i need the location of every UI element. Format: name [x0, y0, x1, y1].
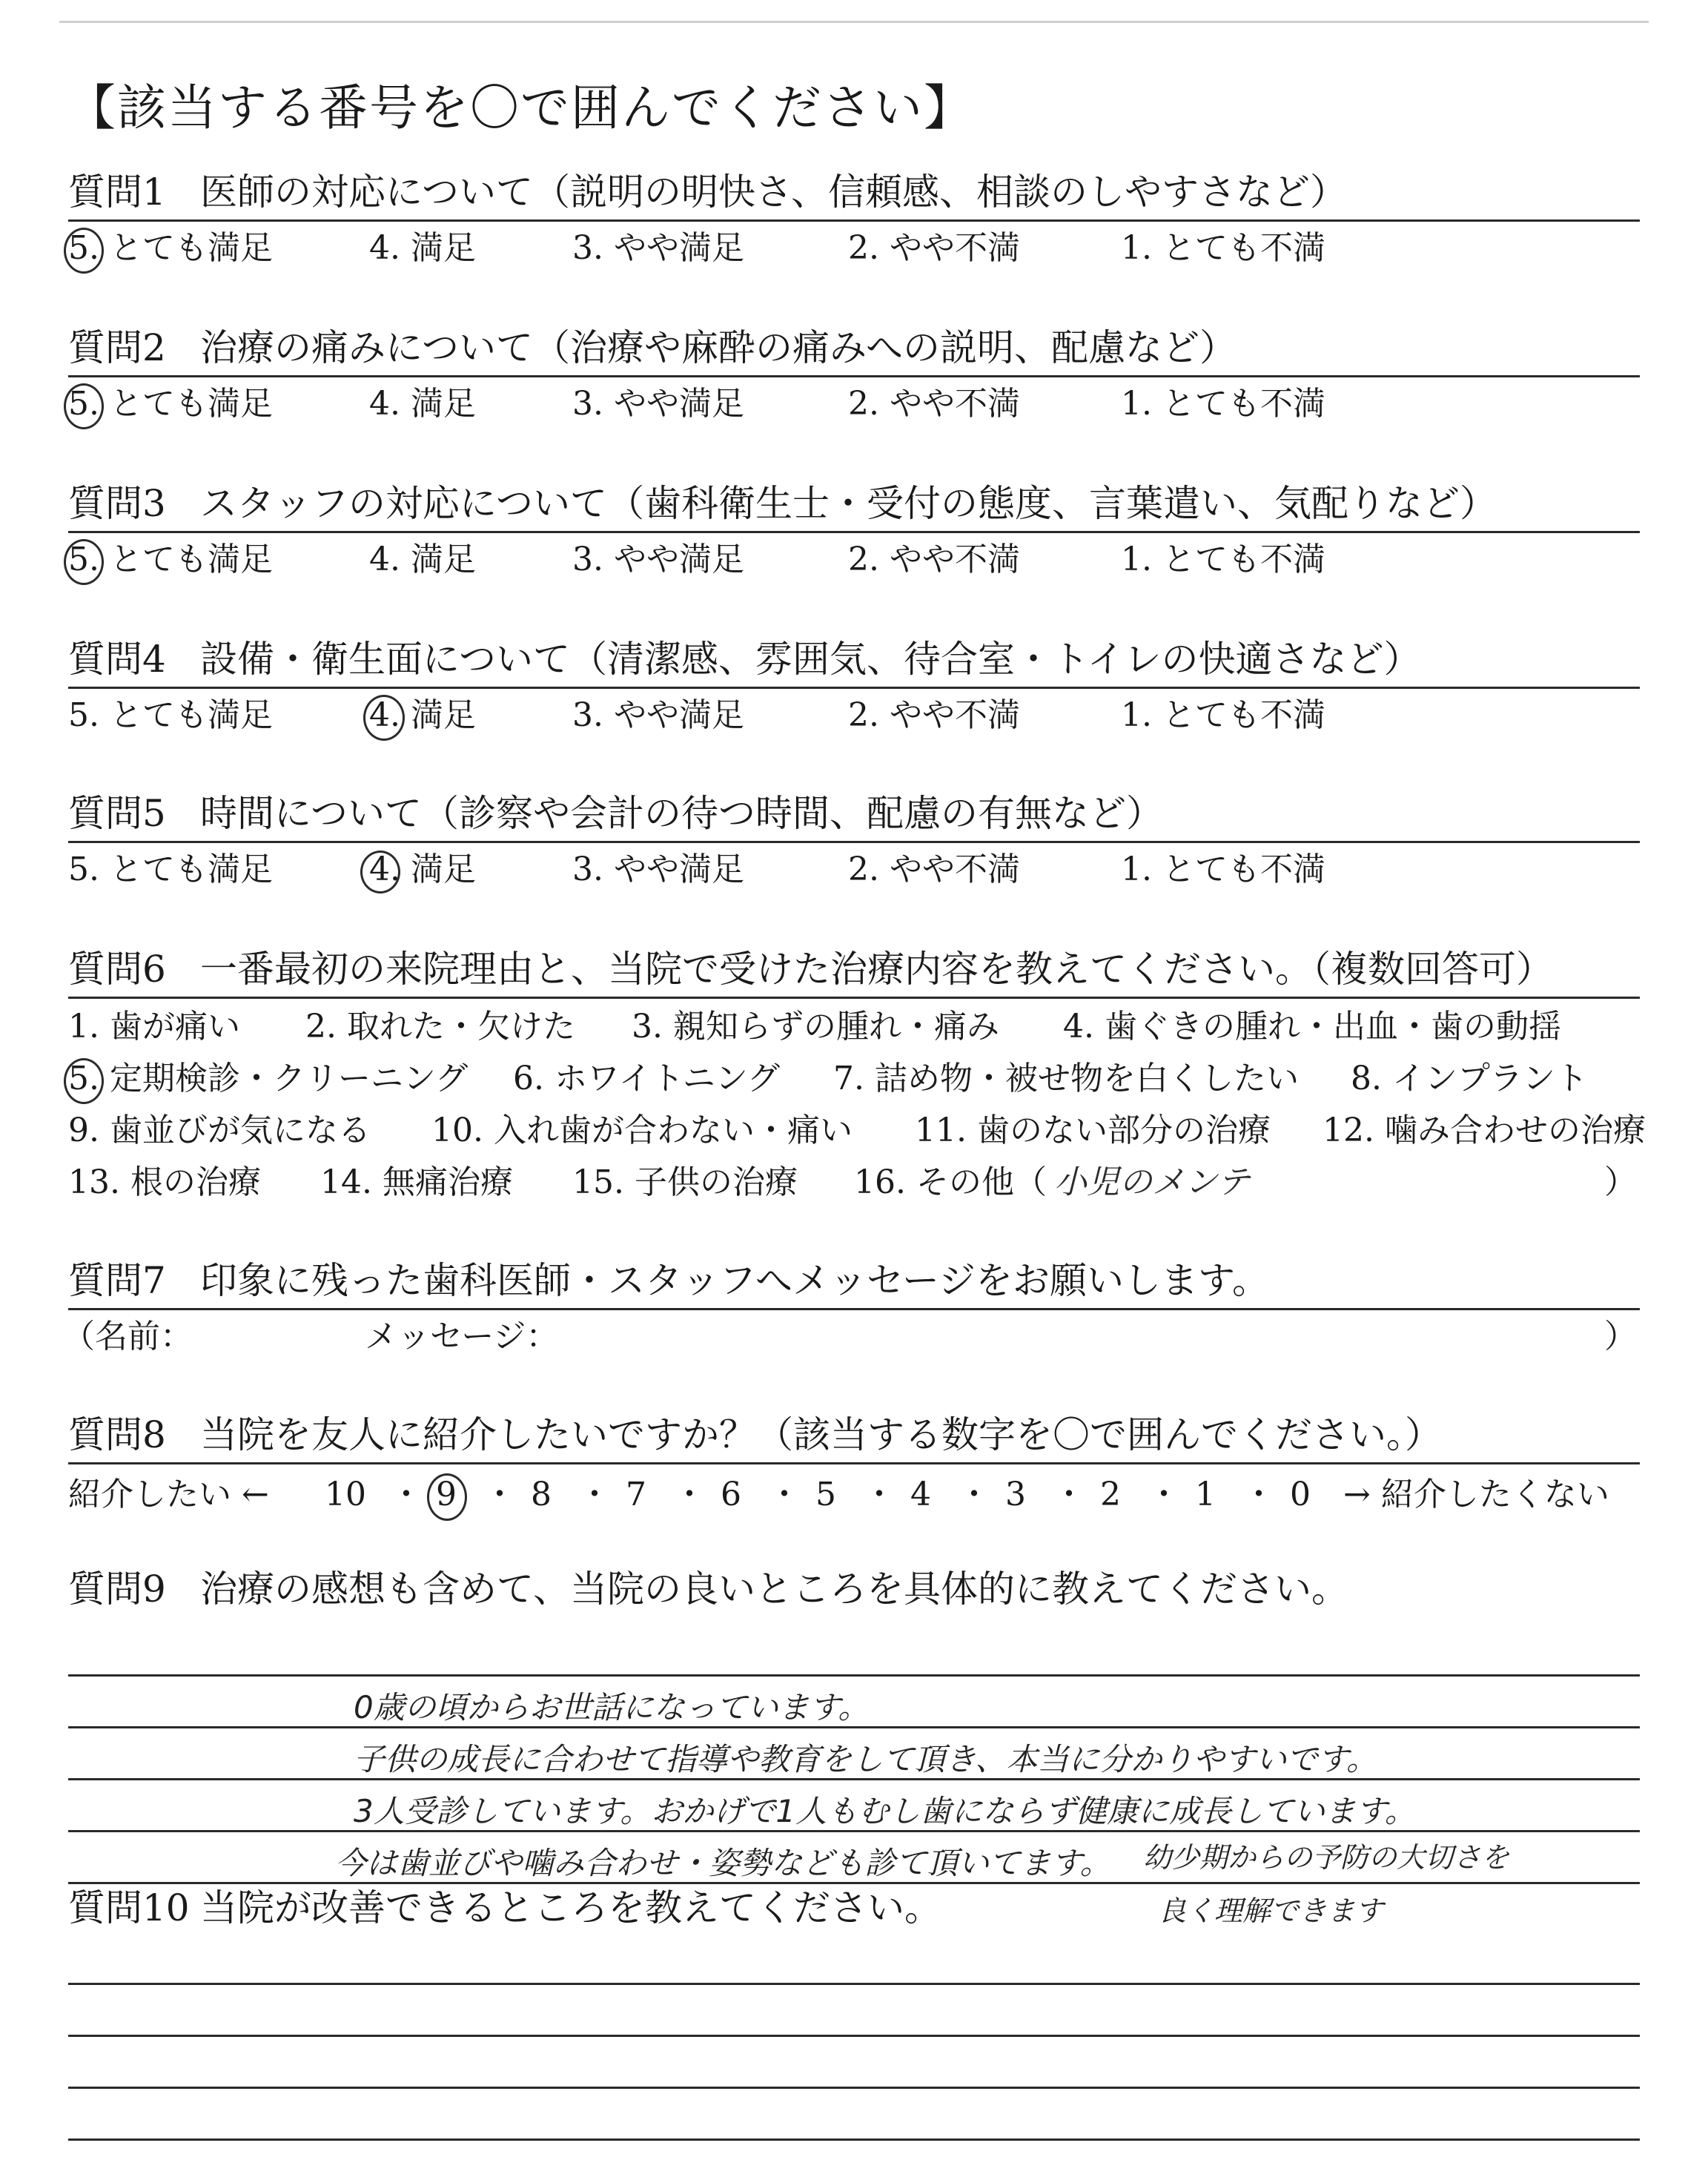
question-1 [68, 169, 1640, 272]
reason-option[interactable]: 1. 歯が痛い [68, 1008, 240, 1046]
question-2-heading [68, 325, 1640, 371]
message-label: メッセージ： [365, 1318, 559, 1355]
scale-value-2[interactable]: 2 [1100, 1476, 1121, 1513]
scale-value-10[interactable]: 10 [325, 1476, 366, 1513]
question-number: 質問7 [68, 1259, 166, 1302]
handwritten-line-4: 今は歯並びや噛み合わせ・姿勢なども診て頂いてます。 [335, 1845, 1111, 1881]
question-text: 当院を友人に紹介したいですか？（該当する数字を〇で囲んでください。） [200, 1413, 1442, 1456]
option-4[interactable]: 4. 満足 [369, 851, 476, 888]
question-number: 質問9 [68, 1568, 166, 1611]
question-9-heading [68, 1566, 1640, 1612]
question-2 [68, 325, 1640, 428]
reason-option[interactable]: 13. 根の治療 [68, 1163, 261, 1201]
top-border [59, 21, 1649, 23]
question-text: 治療の感想も含めて、当院の良いところを具体的に教えてください。 [200, 1568, 1348, 1611]
scale-value-9[interactable]: 9 [436, 1476, 457, 1513]
handwritten-line-6: 良く理解できます [1158, 1895, 1384, 1927]
scale-value-5[interactable]: 5 [815, 1476, 836, 1513]
answer-circle [64, 228, 104, 274]
question-number: 質問10 [68, 1886, 190, 1929]
question-3 [68, 480, 1640, 584]
answer-lines [68, 1931, 1640, 2153]
question-text: 医師の対応について（説明の明快さ、信頼感、相談のしやすさなど） [200, 171, 1347, 214]
scale-right-label: → 紹介したくない [1343, 1476, 1609, 1513]
reason-option[interactable]: 5. 定期検診・クリーニング [68, 1060, 469, 1097]
option-3[interactable]: 3. やや満足 [572, 696, 744, 734]
writing-line [68, 2138, 1640, 2141]
scale-value-4[interactable]: 4 [910, 1476, 931, 1513]
option-4[interactable]: 4. 満足 [369, 385, 476, 423]
scale-separator: ・ [578, 1476, 611, 1513]
option-3[interactable]: 3. やや満足 [572, 385, 744, 423]
writing-line [68, 2087, 1640, 2089]
question-number: 質問1 [68, 171, 166, 214]
answer-circle [363, 695, 405, 741]
scale-separator: ・ [768, 1476, 801, 1513]
option-5[interactable]: 5. とても満足 [68, 696, 273, 734]
divider [68, 531, 1640, 533]
question-6-heading [68, 946, 1640, 992]
rating-options [68, 692, 1640, 739]
option-1[interactable]: 1. とても不満 [1121, 541, 1325, 578]
reason-option-other[interactable]: 16. その他（ [854, 1163, 1047, 1201]
reason-option[interactable]: 6. ホワイトニング [513, 1060, 781, 1097]
option-5[interactable]: 5. とても満足 [68, 541, 273, 578]
handwritten-line-5: 幼少期からの予防の大切さを [1143, 1841, 1510, 1874]
reason-option[interactable]: 2. 取れた・欠けた [305, 1008, 575, 1046]
writing-line [68, 1674, 1640, 1677]
writing-line [68, 1983, 1640, 1985]
option-4[interactable]: 4. 満足 [369, 229, 476, 267]
scale-separator: ・ [1053, 1476, 1085, 1513]
reason-option[interactable]: 8. インプラント [1351, 1060, 1588, 1097]
recommend-scale [68, 1469, 1640, 1521]
question-text: 印象に残った歯科医師・スタッフへメッセージをお願いします。 [200, 1259, 1269, 1302]
question-number: 質問4 [68, 638, 166, 681]
scale-separator: ・ [673, 1476, 706, 1513]
scale-separator: ・ [1242, 1476, 1275, 1513]
scale-value-0[interactable]: 0 [1290, 1476, 1311, 1513]
option-4[interactable]: 4. 満足 [369, 541, 476, 578]
reason-option[interactable]: 9. 歯並びが気になる [68, 1112, 371, 1149]
name-label: （名前： [62, 1318, 193, 1355]
question-text: 治療の痛みについて（治療や麻酔の痛みへの説明、配慮など） [200, 326, 1237, 369]
answer-circle [427, 1473, 467, 1521]
reason-option[interactable]: 11. 歯のない部分の治療 [915, 1112, 1271, 1149]
scale-value-3[interactable]: 3 [1005, 1476, 1026, 1513]
reason-option[interactable]: 12. 噛み合わせの治療 [1323, 1112, 1646, 1149]
question-5 [68, 790, 1640, 894]
question-text: スタッフの対応について（歯科衛生士・受付の態度、言葉遣い、気配りなど） [200, 482, 1497, 525]
option-5[interactable]: 5. とても満足 [68, 851, 273, 888]
answer-circle [360, 851, 400, 894]
reason-option[interactable]: 14. 無痛治療 [320, 1163, 513, 1201]
divider [68, 997, 1640, 999]
question-4 [68, 636, 1640, 739]
divider [68, 375, 1640, 377]
answer-circle [64, 383, 104, 429]
option-1[interactable]: 1. とても不満 [1121, 229, 1325, 267]
option-3[interactable]: 3. やや満足 [572, 541, 744, 578]
reason-option[interactable]: 10. 入れ歯が合わない・痛い [431, 1112, 853, 1149]
divider [68, 1308, 1640, 1310]
divider [68, 841, 1640, 843]
handwritten-line-3: 3人受診しています。おかげで1人もむし歯にならず健康に成長しています。 [354, 1793, 1416, 1829]
question-number: 質問2 [68, 326, 166, 369]
option-2[interactable]: 2. やや不満 [848, 851, 1020, 888]
rating-options [68, 380, 1640, 428]
option-4[interactable]: 4. 満足 [369, 696, 476, 734]
rating-options [68, 536, 1640, 584]
question-7 [62, 1258, 1640, 1362]
scale-separator: ・ [1148, 1476, 1180, 1513]
rating-options [68, 225, 1640, 272]
divider [68, 219, 1640, 222]
question-5-heading [68, 790, 1640, 836]
reason-option[interactable]: 4. 歯ぐきの腫れ・出血・歯の動揺 [1063, 1008, 1561, 1046]
question-3-heading [68, 480, 1640, 526]
handwritten-line-1: 0歳の頃からお世話になっています。 [354, 1689, 870, 1725]
question-number: 質問6 [68, 948, 166, 991]
question-text: 一番最初の来院理由と、当院で受けた治療内容を教えてください。（複数回答可） [200, 948, 1553, 991]
question-4-heading [68, 636, 1640, 682]
page-title: 【該当する番号を〇で囲んでください】 [67, 79, 974, 136]
writing-line [68, 2035, 1640, 2037]
option-2[interactable]: 2. やや不満 [848, 229, 1020, 267]
option-2[interactable]: 2. やや不満 [848, 696, 1020, 734]
option-2[interactable]: 2. やや不満 [848, 385, 1020, 423]
question-text: 時間について（診察や会計の待つ時間、配慮の有無など） [200, 792, 1163, 835]
question-6 [68, 946, 1646, 1211]
scale-value-1[interactable]: 1 [1195, 1476, 1216, 1513]
reason-option[interactable]: 15. 子供の治療 [572, 1163, 798, 1201]
question-number: 質問5 [68, 792, 166, 835]
rating-options [68, 846, 1640, 894]
answer-circle [64, 539, 104, 585]
message-close-paren: ） [1604, 1318, 1637, 1355]
question-number: 質問3 [68, 482, 166, 525]
answer-circle [64, 1058, 104, 1104]
question-1-heading [68, 169, 1640, 215]
divider [68, 1462, 1640, 1464]
scale-separator: ・ [390, 1476, 423, 1513]
question-7-heading [68, 1258, 1640, 1304]
divider [68, 687, 1640, 689]
question-text: 当院が改善できるところを教えてください。 [200, 1886, 941, 1929]
option-5[interactable]: 5. とても満足 [68, 385, 273, 423]
message-row [62, 1313, 1640, 1362]
question-8-heading [68, 1412, 1640, 1458]
question-9 [68, 1566, 1640, 1927]
question-number: 質問8 [68, 1413, 166, 1456]
option-3[interactable]: 3. やや満足 [572, 229, 744, 267]
scale-separator: ・ [958, 1476, 990, 1513]
handwritten-line-2: 子供の成長に合わせて指導や教育をして頂き、本当に分かりやすいです。 [354, 1741, 1377, 1777]
question-10 [68, 1885, 1640, 2153]
question-10-heading [68, 1885, 1640, 1931]
question-8 [68, 1412, 1640, 1521]
option-5[interactable]: 5. とても満足 [68, 229, 273, 267]
other-close-paren: ） [1604, 1163, 1637, 1201]
scale-separator: ・ [483, 1476, 516, 1513]
reason-option[interactable]: 3. 親知らずの腫れ・痛み [632, 1008, 999, 1046]
scale-value-7[interactable]: 7 [626, 1476, 646, 1513]
option-1[interactable]: 1. とても不満 [1121, 851, 1325, 888]
option-1[interactable]: 1. とても不満 [1121, 385, 1325, 423]
option-1[interactable]: 1. とても不満 [1121, 696, 1325, 734]
scale-value-8[interactable]: 8 [531, 1476, 552, 1513]
scale-separator: ・ [863, 1476, 896, 1513]
scale-left-label: 紹介したい ← [68, 1476, 269, 1513]
other-handwritten-answer: 小児のメンテ [1054, 1163, 1250, 1201]
option-3[interactable]: 3. やや満足 [572, 851, 744, 888]
reason-options [68, 1003, 1646, 1211]
reason-option[interactable]: 7. 詰め物・被せ物を白くしたい [833, 1060, 1299, 1097]
scale-value-6[interactable]: 6 [721, 1476, 741, 1513]
question-text: 設備・衛生面について（清潔感、雰囲気、待合室・トイレの快適さなど） [200, 638, 1421, 681]
answer-lines [68, 1612, 1640, 1927]
option-2[interactable]: 2. やや不満 [848, 541, 1020, 578]
